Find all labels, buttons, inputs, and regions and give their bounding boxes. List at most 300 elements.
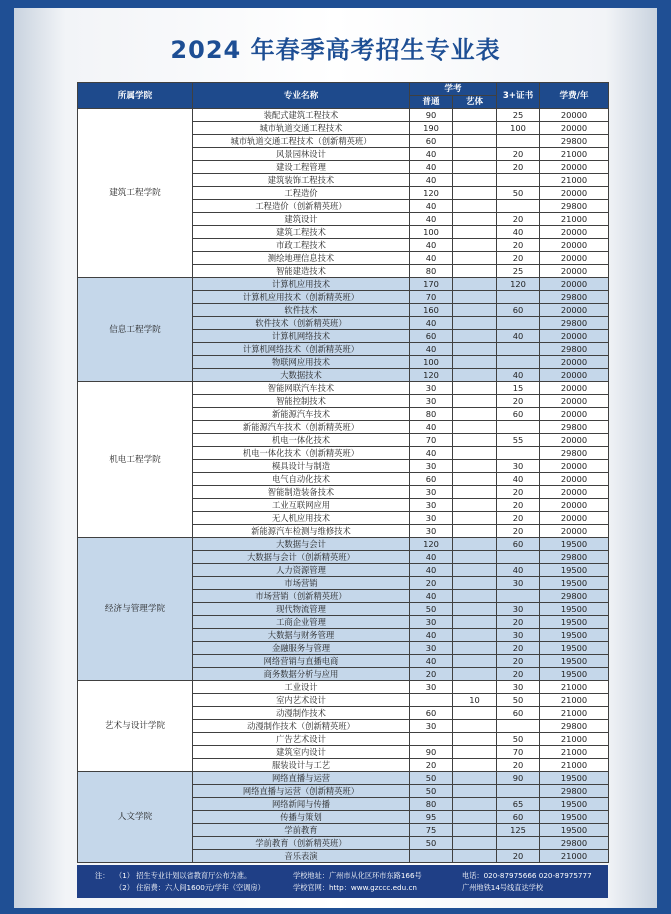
tuition-fee: 29800 (540, 317, 609, 330)
major-name: 城市轨道交通工程技术 (193, 122, 410, 135)
regular-quota: 40 (410, 317, 453, 330)
art-quota (453, 447, 497, 460)
cert-quota: 20 (497, 239, 540, 252)
art-quota (453, 148, 497, 161)
art-quota (453, 200, 497, 213)
art-quota (453, 473, 497, 486)
art-quota (453, 629, 497, 642)
major-name: 工业互联网应用 (193, 499, 410, 512)
college-name: 机电工程学院 (78, 382, 193, 538)
tuition-fee: 21000 (540, 733, 609, 746)
art-quota (453, 460, 497, 473)
table-row (78, 681, 609, 694)
major-name: 工程造价（创新精英班） (193, 200, 410, 213)
major-name: 新能源汽车技术（创新精英班） (193, 421, 410, 434)
cert-quota (497, 356, 540, 369)
art-quota (453, 421, 497, 434)
major-name: 模具设计与制造 (193, 460, 410, 473)
art-quota (453, 668, 497, 681)
cert-quota: 70 (497, 746, 540, 759)
art-quota (453, 395, 497, 408)
tuition-fee: 20000 (540, 252, 609, 265)
art-quota (453, 122, 497, 135)
major-name: 机电一体化技术（创新精英班） (193, 447, 410, 460)
major-name: 计算机应用技术 (193, 278, 410, 291)
regular-quota: 75 (410, 824, 453, 837)
tuition-fee: 19500 (540, 824, 609, 837)
cert-quota: 20 (497, 512, 540, 525)
cert-quota: 20 (497, 395, 540, 408)
regular-quota: 60 (410, 330, 453, 343)
art-quota (453, 252, 497, 265)
art-quota (453, 551, 497, 564)
tuition-fee: 20000 (540, 187, 609, 200)
tuition-fee: 20000 (540, 512, 609, 525)
major-name: 智能制造装备技术 (193, 486, 410, 499)
tuition-fee: 19500 (540, 642, 609, 655)
regular-quota: 30 (410, 525, 453, 538)
regular-quota: 120 (410, 369, 453, 382)
regular-quota: 40 (410, 343, 453, 356)
tuition-fee: 21000 (540, 148, 609, 161)
header-regular: 普通 (410, 96, 453, 109)
art-quota (453, 265, 497, 278)
cert-quota: 30 (497, 460, 540, 473)
cert-quota (497, 590, 540, 603)
cert-quota (497, 135, 540, 148)
regular-quota: 30 (410, 681, 453, 694)
major-name: 工商企业管理 (193, 616, 410, 629)
major-name: 城市轨道交通工程技术（创新精英班） (193, 135, 410, 148)
regular-quota: 120 (410, 187, 453, 200)
art-quota (453, 226, 497, 239)
tuition-fee: 20000 (540, 122, 609, 135)
regular-quota: 60 (410, 707, 453, 720)
art-quota (453, 291, 497, 304)
cert-quota: 20 (497, 148, 540, 161)
regular-quota: 30 (410, 382, 453, 395)
tuition-fee: 29800 (540, 785, 609, 798)
tuition-fee: 19500 (540, 538, 609, 551)
cert-quota: 50 (497, 187, 540, 200)
major-name: 智能网联汽车技术 (193, 382, 410, 395)
cert-quota: 120 (497, 278, 540, 291)
cert-quota: 20 (497, 161, 540, 174)
cert-quota: 100 (497, 122, 540, 135)
footer-note-2: （2） 住宿费：六人间1600元/学年（空调房） (115, 883, 265, 892)
regular-quota: 40 (410, 213, 453, 226)
major-name: 大数据与会计（创新精英班） (193, 551, 410, 564)
major-name: 网络直播与运营（创新精英班） (193, 785, 410, 798)
table-row (78, 538, 609, 551)
cert-quota: 20 (497, 655, 540, 668)
art-quota (453, 512, 497, 525)
tuition-fee: 19500 (540, 811, 609, 824)
tuition-fee: 21000 (540, 759, 609, 772)
major-name: 动漫制作技术 (193, 707, 410, 720)
major-name: 智能建造技术 (193, 265, 410, 278)
art-quota (453, 824, 497, 837)
major-name: 无人机应用技术 (193, 512, 410, 525)
table-row (78, 109, 609, 122)
art-quota (453, 239, 497, 252)
art-quota (453, 135, 497, 148)
major-name: 软件技术（创新精英班） (193, 317, 410, 330)
art-quota (453, 343, 497, 356)
regular-quota (410, 694, 453, 707)
major-name: 现代物流管理 (193, 603, 410, 616)
art-quota (453, 655, 497, 668)
tuition-fee: 21000 (540, 850, 609, 863)
regular-quota: 40 (410, 200, 453, 213)
art-quota (453, 564, 497, 577)
art-quota (453, 590, 497, 603)
regular-quota: 40 (410, 239, 453, 252)
art-quota (453, 577, 497, 590)
regular-quota: 40 (410, 551, 453, 564)
tuition-fee: 29800 (540, 590, 609, 603)
art-quota (453, 785, 497, 798)
tuition-fee: 20000 (540, 356, 609, 369)
art-quota (453, 434, 497, 447)
art-quota (453, 720, 497, 733)
footer-note-1: （1） 招生专业计划以省教育厅公布为准。 (115, 871, 252, 880)
cert-quota: 20 (497, 499, 540, 512)
cert-quota (497, 200, 540, 213)
tuition-fee: 21000 (540, 694, 609, 707)
cert-quota (497, 551, 540, 564)
cert-quota: 60 (497, 707, 540, 720)
cert-quota: 40 (497, 473, 540, 486)
footer-website: 学校官网：http：www.gzccc.edu.cn (293, 883, 417, 892)
major-name: 大数据技术 (193, 369, 410, 382)
cert-quota: 20 (497, 668, 540, 681)
footer-metro: 广州地铁14号线直达学校 (462, 883, 544, 892)
regular-quota: 50 (410, 837, 453, 850)
footer-bar (77, 865, 608, 898)
cert-quota: 30 (497, 629, 540, 642)
tuition-fee: 29800 (540, 551, 609, 564)
regular-quota (410, 850, 453, 863)
major-name: 传播与策划 (193, 811, 410, 824)
major-name: 物联网应用技术 (193, 356, 410, 369)
tuition-fee: 29800 (540, 200, 609, 213)
regular-quota: 20 (410, 577, 453, 590)
art-quota (453, 408, 497, 421)
tuition-fee: 29800 (540, 135, 609, 148)
cert-quota: 25 (497, 109, 540, 122)
tuition-fee: 19500 (540, 798, 609, 811)
cert-quota (497, 317, 540, 330)
tuition-fee: 20000 (540, 525, 609, 538)
major-name: 建筑装饰工程技术 (193, 174, 410, 187)
tuition-fee: 19500 (540, 668, 609, 681)
major-name: 网络新闻与传播 (193, 798, 410, 811)
header-college: 所属学院 (78, 83, 193, 109)
major-name: 电气自动化技术 (193, 473, 410, 486)
art-quota (453, 798, 497, 811)
regular-quota: 40 (410, 161, 453, 174)
art-quota: 10 (453, 694, 497, 707)
regular-quota: 30 (410, 616, 453, 629)
cert-quota (497, 174, 540, 187)
major-name: 建筑室内设计 (193, 746, 410, 759)
college-name: 建筑工程学院 (78, 109, 193, 278)
major-name: 风景园林设计 (193, 148, 410, 161)
regular-quota: 40 (410, 447, 453, 460)
regular-quota: 190 (410, 122, 453, 135)
major-name: 市场营销（创新精英班） (193, 590, 410, 603)
art-quota (453, 486, 497, 499)
cert-quota: 20 (497, 616, 540, 629)
regular-quota: 70 (410, 291, 453, 304)
art-quota (453, 304, 497, 317)
art-quota (453, 811, 497, 824)
cert-quota: 60 (497, 304, 540, 317)
art-quota (453, 772, 497, 785)
tuition-fee: 20000 (540, 499, 609, 512)
regular-quota: 50 (410, 603, 453, 616)
table-row (78, 382, 609, 395)
art-quota (453, 681, 497, 694)
major-name: 工业设计 (193, 681, 410, 694)
cert-quota: 60 (497, 811, 540, 824)
cert-quota (497, 720, 540, 733)
tuition-fee: 21000 (540, 174, 609, 187)
cert-quota: 60 (497, 408, 540, 421)
cert-quota: 50 (497, 694, 540, 707)
brochure-sheet (14, 8, 657, 908)
tuition-fee: 20000 (540, 330, 609, 343)
cert-quota: 40 (497, 564, 540, 577)
regular-quota: 60 (410, 135, 453, 148)
regular-quota: 120 (410, 538, 453, 551)
cert-quota (497, 837, 540, 850)
major-name: 室内艺术设计 (193, 694, 410, 707)
regular-quota: 40 (410, 590, 453, 603)
art-quota (453, 603, 497, 616)
tuition-fee: 19500 (540, 655, 609, 668)
major-name: 智能控制技术 (193, 395, 410, 408)
regular-quota: 20 (410, 759, 453, 772)
tuition-fee: 21000 (540, 681, 609, 694)
regular-quota: 20 (410, 668, 453, 681)
footer-phone: 电话：020-87975666 020-87975777 (462, 871, 592, 880)
major-name: 学前教育（创新精英班） (193, 837, 410, 850)
regular-quota: 90 (410, 746, 453, 759)
tuition-fee: 20000 (540, 395, 609, 408)
regular-quota: 170 (410, 278, 453, 291)
regular-quota: 40 (410, 421, 453, 434)
regular-quota: 40 (410, 655, 453, 668)
cert-quota: 15 (497, 382, 540, 395)
tuition-fee: 19500 (540, 772, 609, 785)
cert-quota: 40 (497, 330, 540, 343)
tuition-fee: 20000 (540, 473, 609, 486)
regular-quota: 40 (410, 564, 453, 577)
regular-quota: 30 (410, 499, 453, 512)
regular-quota: 30 (410, 642, 453, 655)
tuition-fee: 20000 (540, 434, 609, 447)
art-quota (453, 109, 497, 122)
art-quota (453, 174, 497, 187)
regular-quota: 70 (410, 434, 453, 447)
tuition-fee: 20000 (540, 161, 609, 174)
tuition-fee: 20000 (540, 239, 609, 252)
major-name: 机电一体化技术 (193, 434, 410, 447)
majors-table (77, 82, 609, 863)
art-quota (453, 499, 497, 512)
major-name: 市场营销 (193, 577, 410, 590)
regular-quota: 100 (410, 226, 453, 239)
cert-quota (497, 343, 540, 356)
major-name: 网络直播与运营 (193, 772, 410, 785)
header-fee: 学费/年 (540, 83, 609, 109)
table-body (78, 109, 609, 863)
table-row (78, 278, 609, 291)
major-name: 金融服务与管理 (193, 642, 410, 655)
regular-quota: 80 (410, 408, 453, 421)
cert-quota (497, 447, 540, 460)
art-quota (453, 616, 497, 629)
major-name: 装配式建筑工程技术 (193, 109, 410, 122)
regular-quota: 50 (410, 785, 453, 798)
art-quota (453, 850, 497, 863)
art-quota (453, 642, 497, 655)
tuition-fee: 20000 (540, 486, 609, 499)
regular-quota: 30 (410, 720, 453, 733)
regular-quota: 100 (410, 356, 453, 369)
art-quota (453, 187, 497, 200)
page-title: 2024 年春季高考招生专业表 (170, 36, 501, 64)
tuition-fee: 29800 (540, 421, 609, 434)
major-name: 工程造价 (193, 187, 410, 200)
regular-quota: 30 (410, 512, 453, 525)
art-quota (453, 382, 497, 395)
tuition-fee: 20000 (540, 408, 609, 421)
tuition-fee: 29800 (540, 837, 609, 850)
cert-quota (497, 421, 540, 434)
regular-quota: 50 (410, 772, 453, 785)
tuition-fee: 21000 (540, 746, 609, 759)
major-name: 新能源汽车技术 (193, 408, 410, 421)
regular-quota: 80 (410, 798, 453, 811)
cert-quota: 50 (497, 733, 540, 746)
cert-quota: 20 (497, 759, 540, 772)
art-quota (453, 356, 497, 369)
tuition-fee: 20000 (540, 460, 609, 473)
tuition-fee: 21000 (540, 707, 609, 720)
cert-quota: 20 (497, 252, 540, 265)
art-quota (453, 837, 497, 850)
tuition-fee: 20000 (540, 109, 609, 122)
art-quota (453, 759, 497, 772)
cert-quota: 30 (497, 577, 540, 590)
regular-quota: 40 (410, 148, 453, 161)
cert-quota: 20 (497, 850, 540, 863)
tuition-fee: 20000 (540, 226, 609, 239)
art-quota (453, 317, 497, 330)
header-major: 专业名称 (193, 83, 410, 109)
cert-quota: 65 (497, 798, 540, 811)
major-name: 学前教育 (193, 824, 410, 837)
cert-quota (497, 291, 540, 304)
tuition-fee: 20000 (540, 382, 609, 395)
art-quota (453, 369, 497, 382)
major-name: 人力资源管理 (193, 564, 410, 577)
tuition-fee: 21000 (540, 213, 609, 226)
cert-quota: 125 (497, 824, 540, 837)
cert-quota: 60 (497, 538, 540, 551)
cert-quota (497, 785, 540, 798)
art-quota (453, 733, 497, 746)
regular-quota: 95 (410, 811, 453, 824)
cert-quota: 40 (497, 369, 540, 382)
major-name: 音乐表演 (193, 850, 410, 863)
tuition-fee: 19500 (540, 629, 609, 642)
regular-quota (410, 733, 453, 746)
art-quota (453, 213, 497, 226)
art-quota (453, 707, 497, 720)
major-name: 计算机网络技术 (193, 330, 410, 343)
major-name: 大数据与会计 (193, 538, 410, 551)
regular-quota: 40 (410, 174, 453, 187)
table-row (78, 772, 609, 785)
college-name: 经济与管理学院 (78, 538, 193, 681)
cert-quota: 20 (497, 525, 540, 538)
college-name: 信息工程学院 (78, 278, 193, 382)
cert-quota: 55 (497, 434, 540, 447)
cert-quota: 40 (497, 226, 540, 239)
tuition-fee: 19500 (540, 564, 609, 577)
cert-quota: 20 (497, 486, 540, 499)
major-name: 计算机网络技术（创新精英班） (193, 343, 410, 356)
tuition-fee: 29800 (540, 720, 609, 733)
major-name: 动漫制作技术（创新精英班） (193, 720, 410, 733)
major-name: 建筑工程技术 (193, 226, 410, 239)
cert-quota: 25 (497, 265, 540, 278)
footer-note-label: 注： (95, 871, 110, 880)
major-name: 软件技术 (193, 304, 410, 317)
major-name: 计算机应用技术（创新精英班） (193, 291, 410, 304)
regular-quota: 90 (410, 109, 453, 122)
major-name: 测绘地理信息技术 (193, 252, 410, 265)
major-name: 建设工程管理 (193, 161, 410, 174)
major-name: 新能源汽车检测与维修技术 (193, 525, 410, 538)
major-name: 大数据与财务管理 (193, 629, 410, 642)
major-name: 广告艺术设计 (193, 733, 410, 746)
regular-quota: 30 (410, 395, 453, 408)
tuition-fee: 20000 (540, 369, 609, 382)
art-quota (453, 538, 497, 551)
major-name: 服装设计与工艺 (193, 759, 410, 772)
tuition-fee: 29800 (540, 447, 609, 460)
cert-quota: 90 (497, 772, 540, 785)
regular-quota: 40 (410, 252, 453, 265)
tuition-fee: 19500 (540, 577, 609, 590)
cert-quota: 20 (497, 642, 540, 655)
cert-quota: 20 (497, 213, 540, 226)
tuition-fee: 29800 (540, 343, 609, 356)
art-quota (453, 278, 497, 291)
tuition-fee: 20000 (540, 304, 609, 317)
cert-quota: 30 (497, 681, 540, 694)
college-name: 艺术与设计学院 (78, 681, 193, 772)
header-exam: 学考 (410, 83, 497, 96)
college-name: 人文学院 (78, 772, 193, 863)
art-quota (453, 746, 497, 759)
tuition-fee: 19500 (540, 616, 609, 629)
